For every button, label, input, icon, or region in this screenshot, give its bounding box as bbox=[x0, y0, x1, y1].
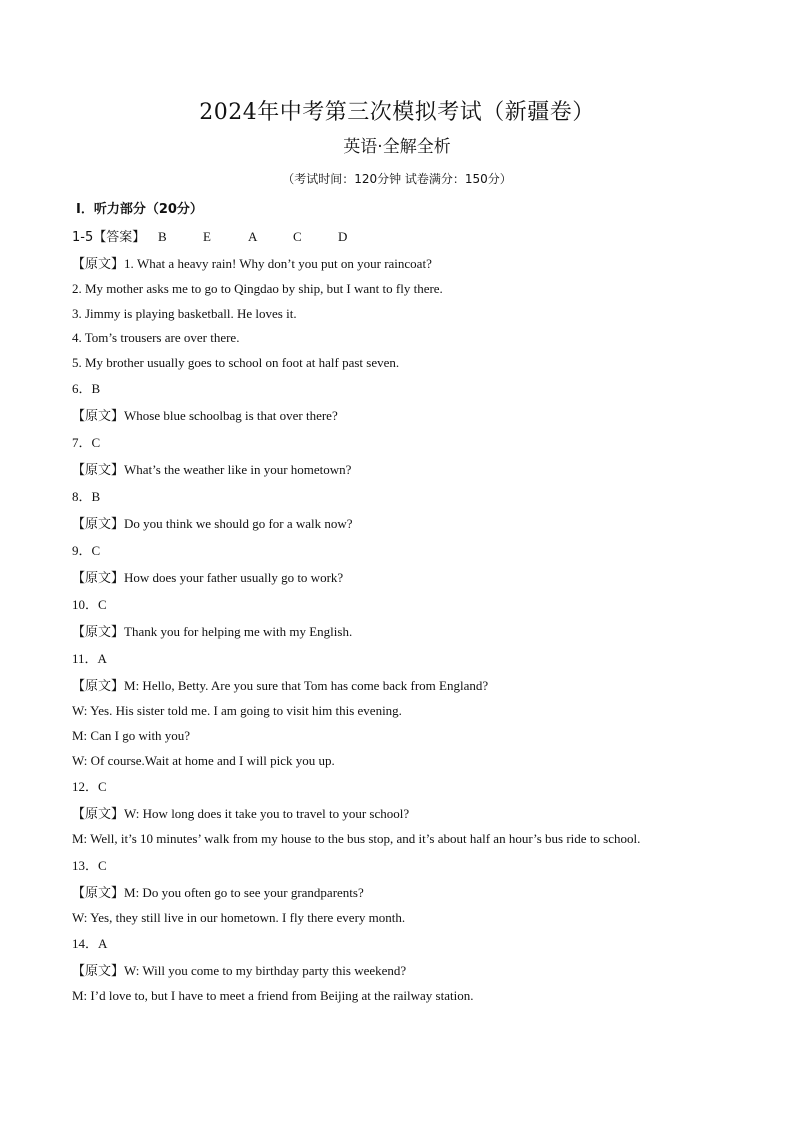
page-title: 2024年中考第三次模拟考试（新疆卷） bbox=[199, 100, 595, 125]
original-text-line bbox=[72, 250, 732, 277]
question-number: 13．C bbox=[72, 857, 107, 873]
transcript-line: 2. My mother asks me to go to Qingdao by ship, but I want to fly there. bbox=[72, 281, 443, 296]
transcript-line: 4. Tom’s trousers are over there. bbox=[72, 330, 240, 346]
original-tag: 【原文】 bbox=[72, 463, 125, 479]
original-tag: 【原文】 bbox=[72, 679, 125, 695]
transcript-text: Whose blue schoolbag is that over there? bbox=[124, 408, 338, 424]
transcript-line: 5. My brother usually goes to school on foot at half past seven. bbox=[72, 354, 400, 370]
answer-2: E bbox=[203, 229, 211, 244]
transcript-text: M: Hello, Betty. Are you sure that Tom has come back from England? bbox=[124, 678, 489, 694]
original-tag: 【原文】 bbox=[72, 409, 125, 425]
question-number: 8．B bbox=[72, 489, 101, 505]
transcript-line: W: Yes. His sister told me. I am going to visit him this evening. bbox=[72, 703, 402, 719]
original-text-line bbox=[72, 800, 732, 827]
transcript-text: W: How long does it take you to travel to your school? bbox=[124, 806, 410, 822]
original-text-line bbox=[72, 957, 732, 984]
answer-label: 1-5【答案】 bbox=[72, 230, 146, 245]
exam-info: （考试时间：120分钟 试卷满分：150分） bbox=[282, 172, 512, 186]
original-tag: 【原文】 bbox=[72, 625, 125, 641]
transcript-text: W: Will you come to my birthday party this weekend? bbox=[124, 963, 407, 979]
question-number: 9．C bbox=[72, 543, 101, 559]
original-tag: 【原文】 bbox=[72, 807, 125, 823]
transcript-list bbox=[72, 250, 732, 1009]
original-text-line bbox=[72, 672, 732, 699]
question-number: 7．C bbox=[72, 435, 101, 451]
question-number: 10．C bbox=[72, 597, 107, 613]
original-tag: 【原文】 bbox=[72, 257, 125, 272]
transcript-text: How does your father usually go to work? bbox=[124, 570, 344, 586]
transcript-text: What’s the weather like in your hometown? bbox=[124, 462, 352, 478]
question-number: 14．A bbox=[72, 936, 108, 952]
answer-1: B bbox=[158, 229, 167, 244]
answer-4: C bbox=[293, 229, 302, 244]
transcript-line: 3. Jimmy is playing basketball. He loves it. bbox=[72, 305, 297, 321]
answer-row bbox=[72, 226, 383, 245]
original-text-line bbox=[72, 402, 732, 429]
transcript-text: 1. What a heavy rain! Why don’t you put on your raincoat? bbox=[124, 256, 432, 271]
transcript-line: W: Of course.Wait at home and I will pick you up. bbox=[72, 752, 335, 768]
transcript-line: W: Yes, they still live in our hometown. I fly there every month. bbox=[72, 909, 406, 925]
question-number: 12．C bbox=[72, 779, 107, 795]
original-text-line bbox=[72, 510, 732, 537]
original-tag: 【原文】 bbox=[72, 571, 125, 587]
transcript-text: M: Do you often go to see your grandparents? bbox=[124, 884, 364, 900]
original-text-line bbox=[72, 879, 732, 906]
transcript-line: M: Well, it’s 10 minutes’ walk from my house to the bus stop, and it’s about half an hour’s bus ride to school. bbox=[72, 831, 641, 847]
page-subtitle: 英语·全解全析 bbox=[343, 137, 451, 157]
original-tag: 【原文】 bbox=[72, 517, 125, 533]
answer-5: D bbox=[338, 229, 348, 244]
original-text-line bbox=[72, 456, 732, 483]
question-number: 6．B bbox=[72, 381, 101, 397]
original-text-line bbox=[72, 564, 732, 591]
original-tag: 【原文】 bbox=[72, 885, 125, 901]
transcript-line: M: Can I go with you? bbox=[72, 727, 191, 743]
original-tag: 【原文】 bbox=[72, 964, 125, 980]
answer-3: A bbox=[248, 229, 258, 244]
question-number: 11．A bbox=[72, 651, 107, 667]
transcript-text: Do you think we should go for a walk now? bbox=[124, 516, 353, 532]
original-text-line bbox=[72, 618, 732, 645]
transcript-line: M: I’d love to, but I have to meet a friend from Beijing at the railway station. bbox=[72, 988, 474, 1004]
section-heading: Ⅰ．听力部分（20分） bbox=[76, 202, 203, 217]
transcript-text: Thank you for helping me with my English. bbox=[124, 624, 353, 640]
